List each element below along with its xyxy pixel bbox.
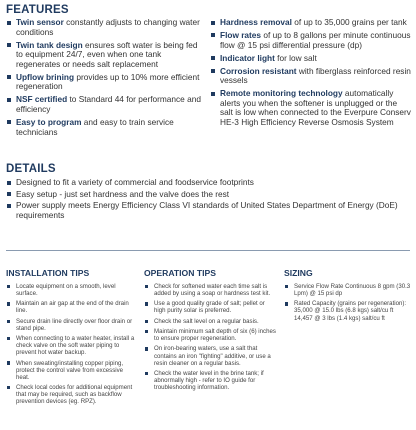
bullet-square-icon (145, 372, 148, 375)
tip-text: Secure drain line directly over floor drain or stand pipe. (16, 317, 133, 332)
feature-bold: Indicator light (220, 52, 275, 63)
bullet-square-icon (7, 302, 10, 305)
bullet-square-icon (285, 302, 288, 305)
tip-text: On iron-bearing waters, use a salt that contains an iron "fighting" additive, or use a resin cleaner on a regular basis. (154, 345, 271, 367)
feature-item (210, 54, 412, 64)
list-item (6, 360, 136, 381)
features-right-column (210, 18, 412, 131)
features-heading: FEATURES (6, 4, 69, 16)
bullet-square-icon (145, 347, 148, 350)
bullet-square-icon (7, 43, 11, 47)
tip-text: Check local codes for additional equipment that may be required, such as backflow prevention devices (eg. RPZ). (16, 384, 133, 406)
bullet-square-icon (7, 320, 10, 323)
feature-text: and easy to train service technicians (16, 116, 174, 137)
feature-text: automatically alerts you when the softener is unplugged or the salt is low when connected to the Everpure Conserv HE-3 High Efficiency Reverse Osmosis System (220, 88, 411, 127)
tip-text: Rated Capacity (grains per regeneration): 35,000 @ 15.0 lbs (6.8 kgs) salt/cu ft 14,457 @ 3 lbs (1.4 kgs) salt/cu ft (294, 300, 407, 322)
bullet-square-icon (211, 21, 215, 25)
feature-bold: Corrosion resistant (220, 65, 297, 76)
feature-item (6, 95, 206, 114)
bullet-square-icon (211, 56, 215, 60)
detail-text: Designed to fit a variety of commercial and foodservice footprints (16, 177, 254, 187)
feature-text: provides up to 10% more efficient regeneration (16, 71, 200, 92)
bullet-square-icon (7, 120, 11, 124)
list-item (284, 300, 412, 321)
detail-text: Power supply meets Energy Efficiency Class VI standards of United States Department of Energy (DoE) requirements (16, 200, 398, 220)
bullet-square-icon (145, 320, 148, 323)
list-item (144, 318, 276, 325)
feature-item (6, 18, 206, 37)
tip-text: Use a good quality grade of salt; pellet or high purity solar is preferred. (154, 300, 265, 315)
feature-item (6, 73, 206, 92)
bullet-square-icon (145, 302, 148, 305)
list-item (6, 335, 136, 356)
bullet-square-icon (211, 33, 215, 37)
list-item (6, 300, 136, 314)
feature-item (210, 67, 412, 86)
details-heading: DETAILS (6, 163, 56, 175)
sizing-heading: SIZING (284, 268, 313, 278)
list-item (144, 345, 276, 366)
feature-item (210, 31, 412, 50)
feature-bold: Upflow brining (16, 71, 75, 82)
bullet-square-icon (211, 69, 215, 73)
section-divider (6, 250, 410, 251)
tip-text: When connecting to a water heater, install a check valve on the soft water piping to prevent hot water backup. (16, 335, 135, 357)
bullet-square-icon (7, 337, 10, 340)
feature-item (210, 89, 412, 127)
list-item (6, 318, 136, 332)
tip-text: Check the water level in the brine tank; if abnormally high - refer to IO guide for troubleshooting information. (154, 369, 264, 392)
tip-text: Check the salt level on a regular basis. (154, 317, 259, 325)
feature-item (6, 118, 206, 137)
detail-item (6, 178, 410, 188)
list-item (6, 384, 136, 405)
detail-item (6, 190, 410, 200)
features-left-column (6, 18, 206, 140)
bullet-square-icon (7, 181, 11, 185)
bullet-square-icon (145, 285, 148, 288)
list-item (144, 370, 276, 391)
list-item (144, 283, 276, 297)
feature-text: of up to 8 gallons per minute continuous flow @ 15 psi differential pressure (dp) (220, 29, 411, 50)
bullet-square-icon (7, 21, 11, 25)
feature-item (6, 41, 206, 70)
list-item (144, 300, 276, 314)
feature-bold: Remote monitoring technology (220, 88, 343, 99)
installation-tips-heading: INSTALLATION TIPS (6, 268, 90, 278)
tip-text: Service Flow Rate Continuous 8 gpm (30.3 Lpm) @ 15 psi dp (294, 283, 411, 298)
tip-text: When sweating/installing copper piping, protect the control valve from excessive heat. (16, 359, 124, 381)
feature-text: for low salt (274, 52, 317, 63)
feature-item (210, 18, 412, 28)
bullet-square-icon (7, 204, 11, 208)
tip-text: Locate equipment on a smooth, level surface. (16, 283, 116, 298)
feature-bold: Easy to program (16, 116, 82, 127)
bullet-square-icon (7, 285, 10, 288)
bullet-square-icon (7, 361, 10, 364)
list-item (6, 283, 136, 297)
bullet-square-icon (7, 98, 11, 102)
feature-text: with fiberglass reinforced resin vessels (220, 65, 411, 86)
feature-bold: Twin sensor (16, 17, 64, 27)
operation-tips-heading: OPERATION TIPS (144, 268, 216, 278)
list-item (144, 328, 276, 342)
feature-bold: NSF certified (16, 94, 68, 105)
tip-text: Maintain an air gap at the end of the drain line. (16, 300, 129, 315)
bullet-square-icon (7, 75, 11, 79)
installation-tips-list (6, 283, 136, 409)
operation-tips-list (144, 283, 276, 394)
feature-text: constantly adjusts to changing water conditions (16, 17, 200, 37)
bullet-square-icon (285, 285, 288, 288)
sizing-list (284, 283, 412, 325)
feature-bold: Hardness removal (220, 17, 292, 27)
feature-text: to Standard 44 for performance and efficiency (16, 94, 201, 114)
details-list (6, 178, 410, 222)
bullet-square-icon (211, 92, 215, 96)
detail-item (6, 201, 410, 220)
feature-text: of up to 35,000 grains per tank (291, 17, 407, 27)
list-item (284, 283, 412, 297)
feature-bold: Flow rates (220, 29, 262, 40)
bullet-square-icon (145, 330, 148, 333)
bullet-square-icon (7, 386, 10, 389)
feature-bold: Twin tank design (16, 39, 83, 50)
detail-text: Easy setup - just set hardness and the valve does the rest (16, 188, 230, 199)
tip-text: Maintain minimum salt depth of six (6) inches to ensure proper regeneration. (154, 328, 276, 343)
bullet-square-icon (7, 192, 11, 196)
tip-text: Check for softened water each time salt is added by using a soap or hardness test kit. (154, 283, 271, 298)
feature-text: ensures soft water is being fed to equipment 24/7, even when one tank regenerates or needs salt replacement (16, 39, 198, 69)
